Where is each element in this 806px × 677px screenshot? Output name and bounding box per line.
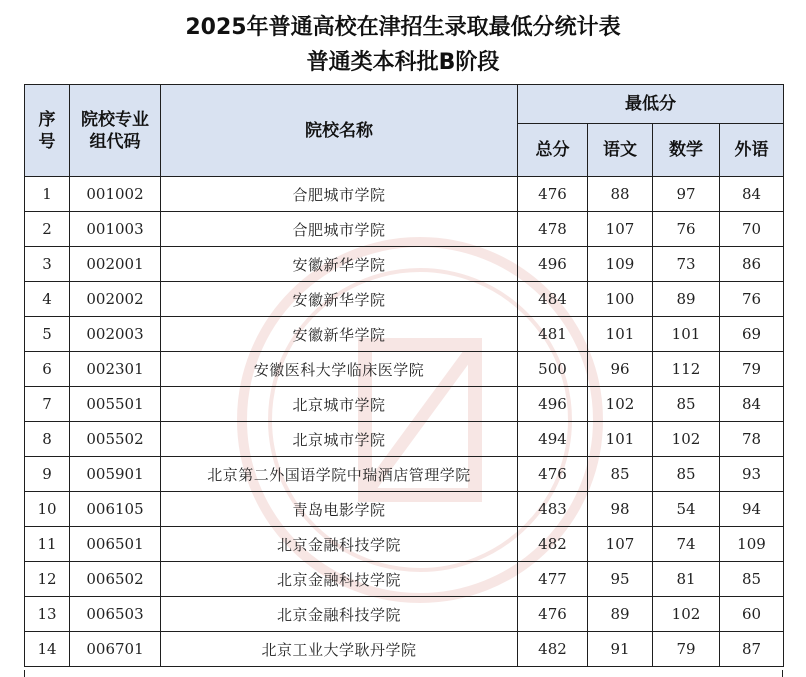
cell-code: 006701 bbox=[70, 632, 161, 667]
cell-code: 005901 bbox=[70, 457, 161, 492]
table-row bbox=[25, 177, 784, 212]
cell-math: 85 bbox=[653, 387, 720, 422]
header-seq: 序号 bbox=[25, 85, 70, 177]
cell-foreign: 78 bbox=[720, 422, 784, 457]
cell-chinese: 88 bbox=[588, 177, 653, 212]
header-chinese: 语文 bbox=[588, 124, 653, 177]
cell-school-name: 安徽新华学院 bbox=[161, 317, 518, 352]
cell-seq: 4 bbox=[25, 282, 70, 317]
cell-seq: 7 bbox=[25, 387, 70, 422]
cell-foreign: 84 bbox=[720, 387, 784, 422]
header-code: 院校专业组代码 bbox=[70, 85, 161, 177]
cell-foreign: 60 bbox=[720, 597, 784, 632]
table-row bbox=[25, 422, 784, 457]
cell-school-name: 北京工业大学耿丹学院 bbox=[161, 632, 518, 667]
cell-total: 484 bbox=[518, 282, 588, 317]
table-row bbox=[25, 457, 784, 492]
cell-foreign: 93 bbox=[720, 457, 784, 492]
cell-seq: 13 bbox=[25, 597, 70, 632]
cell-foreign: 70 bbox=[720, 212, 784, 247]
cell-total: 482 bbox=[518, 632, 588, 667]
header-math: 数学 bbox=[653, 124, 720, 177]
cell-foreign: 85 bbox=[720, 562, 784, 597]
cell-seq: 3 bbox=[25, 247, 70, 282]
cell-chinese: 107 bbox=[588, 527, 653, 562]
cell-code: 005501 bbox=[70, 387, 161, 422]
cell-foreign: 69 bbox=[720, 317, 784, 352]
cell-math: 54 bbox=[653, 492, 720, 527]
cell-chinese: 102 bbox=[588, 387, 653, 422]
table-row bbox=[25, 597, 784, 632]
cell-foreign: 86 bbox=[720, 247, 784, 282]
cell-code: 001002 bbox=[70, 177, 161, 212]
cell-math: 89 bbox=[653, 282, 720, 317]
cell-total: 496 bbox=[518, 247, 588, 282]
cell-total: 500 bbox=[518, 352, 588, 387]
cell-chinese: 107 bbox=[588, 212, 653, 247]
cell-chinese: 98 bbox=[588, 492, 653, 527]
cell-school-name: 合肥城市学院 bbox=[161, 212, 518, 247]
table-row bbox=[25, 562, 784, 597]
cell-code: 002003 bbox=[70, 317, 161, 352]
cell-chinese: 109 bbox=[588, 247, 653, 282]
cell-total: 476 bbox=[518, 177, 588, 212]
cell-seq: 12 bbox=[25, 562, 70, 597]
header-foreign: 外语 bbox=[720, 124, 784, 177]
cell-seq: 1 bbox=[25, 177, 70, 212]
cell-school-name: 安徽新华学院 bbox=[161, 282, 518, 317]
cell-math: 102 bbox=[653, 422, 720, 457]
cell-math: 85 bbox=[653, 457, 720, 492]
cell-seq: 8 bbox=[25, 422, 70, 457]
cell-math: 102 bbox=[653, 597, 720, 632]
cell-chinese: 85 bbox=[588, 457, 653, 492]
cell-chinese: 95 bbox=[588, 562, 653, 597]
cell-chinese: 96 bbox=[588, 352, 653, 387]
cell-code: 006502 bbox=[70, 562, 161, 597]
cell-code: 002002 bbox=[70, 282, 161, 317]
cell-chinese: 100 bbox=[588, 282, 653, 317]
cell-school-name: 北京金融科技学院 bbox=[161, 597, 518, 632]
cell-math: 112 bbox=[653, 352, 720, 387]
table-row bbox=[25, 247, 784, 282]
cell-school-name: 北京第二外国语学院中瑞酒店管理学院 bbox=[161, 457, 518, 492]
table-row bbox=[25, 527, 784, 562]
cell-seq: 9 bbox=[25, 457, 70, 492]
cell-total: 496 bbox=[518, 387, 588, 422]
cell-seq: 5 bbox=[25, 317, 70, 352]
cell-chinese: 101 bbox=[588, 422, 653, 457]
cell-total: 476 bbox=[518, 457, 588, 492]
cell-math: 73 bbox=[653, 247, 720, 282]
cell-math: 74 bbox=[653, 527, 720, 562]
cell-seq: 2 bbox=[25, 212, 70, 247]
table-row bbox=[25, 387, 784, 422]
cell-seq: 11 bbox=[25, 527, 70, 562]
cell-total: 482 bbox=[518, 527, 588, 562]
cell-total: 477 bbox=[518, 562, 588, 597]
cell-foreign: 79 bbox=[720, 352, 784, 387]
cell-seq: 6 bbox=[25, 352, 70, 387]
cell-school-name: 安徽医科大学临床医学院 bbox=[161, 352, 518, 387]
cell-seq: 10 bbox=[25, 492, 70, 527]
cell-total: 476 bbox=[518, 597, 588, 632]
table-continuation bbox=[24, 670, 783, 677]
cell-math: 97 bbox=[653, 177, 720, 212]
table-row bbox=[25, 317, 784, 352]
cell-math: 76 bbox=[653, 212, 720, 247]
cell-code: 006105 bbox=[70, 492, 161, 527]
cell-foreign: 76 bbox=[720, 282, 784, 317]
table-row bbox=[25, 352, 784, 387]
cell-code: 001003 bbox=[70, 212, 161, 247]
header-name: 院校名称 bbox=[161, 85, 518, 177]
cell-school-name: 北京城市学院 bbox=[161, 387, 518, 422]
cell-school-name: 青岛电影学院 bbox=[161, 492, 518, 527]
cell-code: 002301 bbox=[70, 352, 161, 387]
cell-math: 79 bbox=[653, 632, 720, 667]
cell-code: 002001 bbox=[70, 247, 161, 282]
cell-math: 101 bbox=[653, 317, 720, 352]
cell-total: 481 bbox=[518, 317, 588, 352]
table-row bbox=[25, 212, 784, 247]
table-row bbox=[25, 632, 784, 667]
table-row bbox=[25, 282, 784, 317]
cell-foreign: 109 bbox=[720, 527, 784, 562]
cell-code: 006501 bbox=[70, 527, 161, 562]
cell-school-name: 北京城市学院 bbox=[161, 422, 518, 457]
cell-total: 478 bbox=[518, 212, 588, 247]
cell-math: 81 bbox=[653, 562, 720, 597]
cell-school-name: 北京金融科技学院 bbox=[161, 527, 518, 562]
cell-school-name: 北京金融科技学院 bbox=[161, 562, 518, 597]
cell-total: 483 bbox=[518, 492, 588, 527]
header-total: 总分 bbox=[518, 124, 588, 177]
score-table bbox=[24, 84, 784, 667]
cell-school-name: 安徽新华学院 bbox=[161, 247, 518, 282]
cell-seq: 14 bbox=[25, 632, 70, 667]
cell-chinese: 91 bbox=[588, 632, 653, 667]
cell-chinese: 89 bbox=[588, 597, 653, 632]
cell-total: 494 bbox=[518, 422, 588, 457]
page-subtitle: 普通类本科批B阶段 bbox=[306, 50, 500, 75]
cell-school-name: 合肥城市学院 bbox=[161, 177, 518, 212]
table-row bbox=[25, 492, 784, 527]
cell-foreign: 84 bbox=[720, 177, 784, 212]
cell-code: 005502 bbox=[70, 422, 161, 457]
cell-chinese: 101 bbox=[588, 317, 653, 352]
page-title: 2025年普通高校在津招生录取最低分统计表 bbox=[185, 15, 621, 40]
cell-foreign: 87 bbox=[720, 632, 784, 667]
cell-code: 006503 bbox=[70, 597, 161, 632]
cell-foreign: 94 bbox=[720, 492, 784, 527]
header-min-score: 最低分 bbox=[518, 85, 784, 124]
